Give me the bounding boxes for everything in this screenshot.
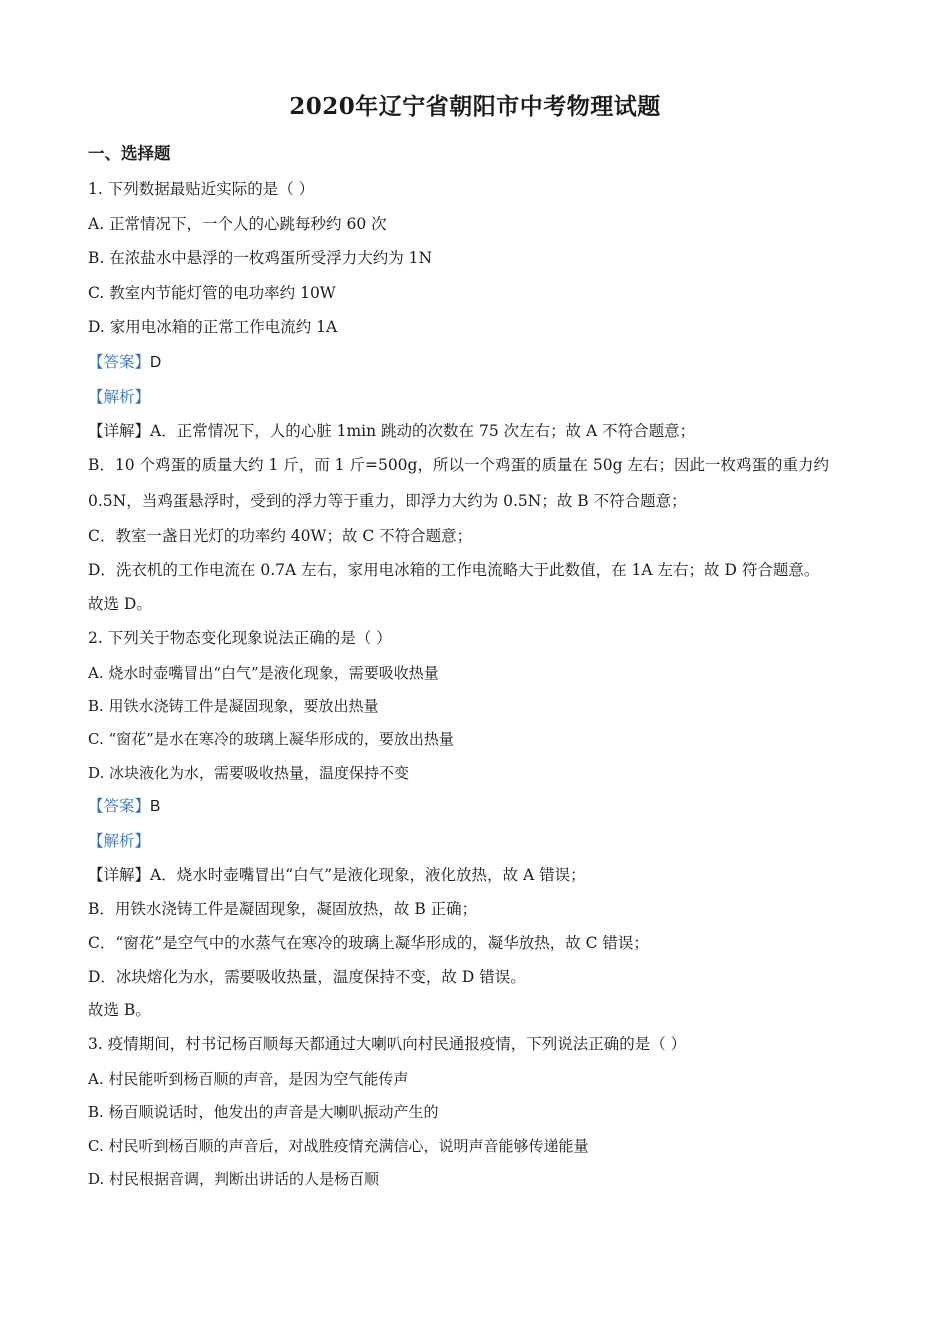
document-title: 2020年辽宁省朝阳市中考物理试题 bbox=[289, 93, 661, 120]
question-1-conclusion: 故选 D。 bbox=[88, 595, 152, 613]
question-2-detail-line: B．用铁水浇铸工件是凝固现象，凝固放热，故 B 正确； bbox=[88, 900, 478, 918]
answer-tag: 【答案】 bbox=[88, 797, 151, 815]
question-1-analysis-tag: 【解析】 bbox=[88, 388, 151, 406]
question-1-stem: 1. 下列数据最贴近实际的是（ ） bbox=[88, 180, 315, 198]
section-heading: 一、选择题 bbox=[88, 144, 171, 163]
question-2-stem: 2. 下列关于物态变化现象说法正确的是（ ） bbox=[88, 629, 392, 647]
answer-value: D bbox=[150, 354, 162, 371]
question-1-option-c: C. 教室内节能灯管的电功率约 10W bbox=[88, 284, 336, 302]
question-1-detail-line: 【详解】A．正常情况下，人的心脏 1min 跳动的次数在 75 次左右；故 A 不符合题意； bbox=[88, 422, 696, 440]
question-1-detail-line: C．教室一盏日光灯的功率约 40W；故 C 不符合题意； bbox=[88, 527, 473, 545]
question-2-answer bbox=[88, 796, 160, 817]
question-3-option-c: C. 村民听到杨百顺的声音后，对战胜疫情充满信心，说明声音能够传递能量 bbox=[88, 1137, 589, 1155]
question-1-detail-line: 0.5N，当鸡蛋悬浮时，受到的浮力等于重力，即浮力大约为 0.5N；故 B 不符合题意； bbox=[88, 492, 687, 510]
answer-value: B bbox=[150, 798, 161, 815]
question-2-option-d: D. 冰块液化为水，需要吸收热量，温度保持不变 bbox=[88, 764, 410, 782]
question-2-detail-line: 【详解】A．烧水时壶嘴冒出“白气”是液化现象，液化放热，故 A 错误； bbox=[88, 866, 586, 884]
question-3-stem: 3. 疫情期间，村书记杨百顺每天都通过大喇叭向村民通报疫情，下列说法正确的是（ ） bbox=[88, 1035, 687, 1053]
question-2-option-a: A. 烧水时壶嘴冒出“白气”是液化现象，需要吸收热量 bbox=[88, 664, 439, 682]
question-3-option-b: B. 杨百顺说话时，他发出的声音是大喇叭振动产生的 bbox=[88, 1103, 439, 1121]
question-2-detail-line: D．冰块熔化为水，需要吸收热量，温度保持不变，故 D 错误。 bbox=[88, 968, 526, 986]
question-1-detail-line: D．洗衣机的工作电流在 0.7A 左右，家用电冰箱的工作电流略大于此数值，在 1A 左右；故 D 符合题意。 bbox=[88, 561, 820, 579]
question-2-analysis-tag: 【解析】 bbox=[88, 832, 151, 850]
question-1-option-b: B. 在浓盐水中悬浮的一枚鸡蛋所受浮力大约为 1N bbox=[88, 249, 433, 267]
question-2-conclusion: 故选 B。 bbox=[88, 1001, 151, 1019]
question-1-option-a: A. 正常情况下，一个人的心跳每秒约 60 次 bbox=[88, 215, 387, 233]
question-2-option-b: B. 用铁水浇铸工件是凝固现象，要放出热量 bbox=[88, 697, 379, 715]
question-3-option-a: A. 村民能听到杨百顺的声音，是因为空气能传声 bbox=[88, 1070, 409, 1088]
question-2-option-c: C. “窗花”是水在寒冷的玻璃上凝华形成的，要放出热量 bbox=[88, 730, 454, 748]
question-2-detail-line: C．“窗花”是空气中的水蒸气在寒冷的玻璃上凝华形成的，凝华放热，故 C 错误； bbox=[88, 934, 649, 952]
question-1-detail-line: B．10 个鸡蛋的质量大约 1 斤，而 1 斤=500g，所以一个鸡蛋的质量在 50g 左右；因此一枚鸡蛋的重力约 bbox=[88, 456, 829, 474]
answer-tag: 【答案】 bbox=[88, 353, 151, 371]
question-1-option-d: D. 家用电冰箱的正常工作电流约 1A bbox=[88, 318, 338, 336]
question-1-answer bbox=[88, 352, 161, 373]
question-3-option-d: D. 村民根据音调，判断出讲话的人是杨百顺 bbox=[88, 1170, 380, 1188]
